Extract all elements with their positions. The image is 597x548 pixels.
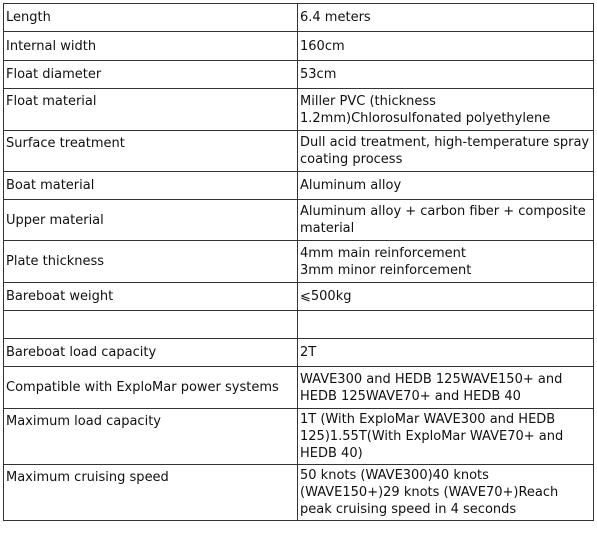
table-row	[4, 131, 594, 172]
row-label: Internal width	[4, 32, 298, 61]
table-row	[4, 283, 594, 311]
row-value: 1T (With ExploMar WAVE300 and HEDB 125)1.55T(With ExploMar WAVE70+ and HEDB 40)	[298, 409, 594, 465]
row-value: ⩽500kg	[298, 283, 594, 311]
row-label: Upper material	[4, 200, 298, 241]
table-row	[4, 367, 594, 409]
specifications-table	[3, 3, 594, 521]
row-value	[298, 241, 594, 283]
row-value: Aluminum alloy	[298, 172, 594, 200]
table-row	[4, 89, 594, 131]
row-label: Boat material	[4, 172, 298, 200]
value-line: 4mm main reinforcement	[300, 245, 466, 261]
row-label: Float diameter	[4, 61, 298, 89]
row-label: Float material	[4, 89, 298, 131]
row-label: Plate thickness	[4, 241, 298, 283]
table-row-empty	[4, 311, 594, 339]
table-row	[4, 409, 594, 465]
row-value: Dull acid treatment, high-temperature spray coating process	[298, 131, 594, 172]
row-label: Maximum cruising speed	[4, 465, 298, 521]
row-value: 160cm	[298, 32, 594, 61]
table-row	[4, 172, 594, 200]
row-value: WAVE300 and HEDB 125WAVE150+ and HEDB 125WAVE70+ and HEDB 40	[298, 367, 594, 409]
table-row	[4, 200, 594, 241]
row-value: Miller PVC (thickness 1.2mm)Chlorosulfonated polyethylene	[298, 89, 594, 131]
row-label: Maximum load capacity	[4, 409, 298, 465]
row-label	[4, 311, 298, 339]
row-value: Aluminum alloy + carbon fiber + composite material	[298, 200, 594, 241]
row-value	[298, 311, 594, 339]
row-value: 6.4 meters	[298, 4, 594, 32]
table-row	[4, 465, 594, 521]
table-row	[4, 32, 594, 61]
row-label: Bareboat weight	[4, 283, 298, 311]
table-row	[4, 61, 594, 89]
row-value: 2T	[298, 339, 594, 367]
row-value: 50 knots (WAVE300)40 knots (WAVE150+)29 knots (WAVE70+)Reach peak cruising speed in 4 seconds	[298, 465, 594, 521]
row-label: Bareboat load capacity	[4, 339, 298, 367]
row-label: Compatible with ExploMar power systems	[4, 367, 298, 409]
row-label: Length	[4, 4, 298, 32]
table-row	[4, 4, 594, 32]
table-row	[4, 241, 594, 283]
row-value: 53cm	[298, 61, 594, 89]
table-row	[4, 339, 594, 367]
row-label: Surface treatment	[4, 131, 298, 172]
value-line: 3mm minor reinforcement	[300, 262, 472, 278]
